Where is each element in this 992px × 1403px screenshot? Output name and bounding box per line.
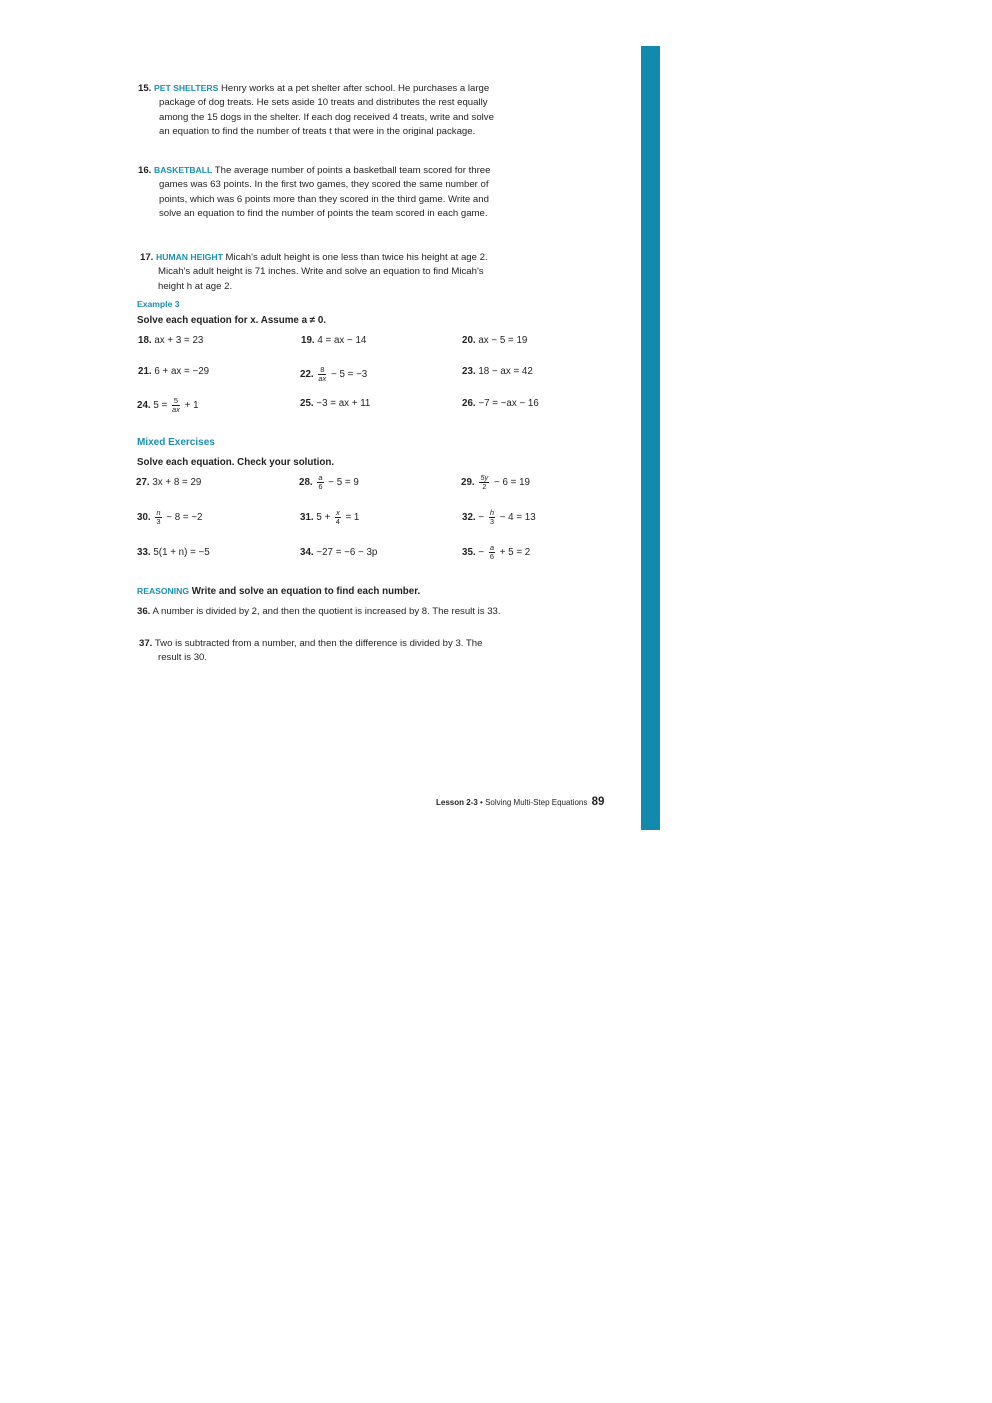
exercise-32 [462, 509, 536, 526]
problem-36 [137, 605, 501, 619]
equation: − 6 = 19 [494, 477, 530, 489]
equation: −7 = −ax − 16 [478, 398, 539, 409]
exercise-27 [136, 477, 201, 488]
exercise-20 [462, 335, 527, 346]
fraction [489, 544, 495, 561]
problem-15 [138, 81, 494, 140]
exercise-33 [137, 547, 210, 558]
problem-37 [139, 637, 482, 666]
exercise-24 [137, 397, 199, 414]
footer-bullet: • [480, 798, 483, 807]
equation: −3 = ax + 11 [316, 398, 371, 409]
problem-text: Micah's adult height is one less than twice his height at age 2. [225, 252, 488, 263]
equation: − 4 = 13 [499, 512, 536, 524]
equation: −27 = −6 − 3p [316, 547, 378, 558]
fraction-denominator: 4 [335, 517, 340, 526]
equation: + 5 = 2 [499, 547, 531, 559]
fraction [479, 474, 489, 491]
section-heading: Mixed Exercises [137, 437, 215, 448]
exercise-30 [137, 509, 203, 526]
problem-text: games was 63 points. In the first two games, they scored the same number of [159, 179, 489, 191]
exercise-number: 32. [462, 512, 476, 524]
exercise-number: 33. [137, 547, 151, 558]
equation: − 8 = −2 [166, 512, 203, 524]
exercise-number: 22. [300, 369, 314, 381]
exercise-number: 28. [299, 477, 313, 489]
exercise-number: 30. [137, 512, 151, 524]
exercise-number: 34. [300, 547, 314, 558]
problem-text: The average number of points a basketball team scored for three [214, 165, 491, 176]
exercise-28 [299, 474, 359, 491]
exercise-number: 18. [138, 335, 152, 346]
fraction [335, 509, 341, 526]
problem-text: points, which was 6 points more than they scored in the third game. Write and [159, 193, 489, 205]
problem-text: solve an equation to find the number of points the team scored in each game. [159, 208, 488, 220]
exercise-number: 24. [137, 400, 151, 412]
problem-text: A number is divided by 2, and then the quotient is increased by 8. The result is 33. [152, 606, 501, 617]
exercise-number: 26. [462, 398, 476, 409]
exercise-number: 35. [462, 547, 476, 559]
problem-17 [140, 250, 488, 294]
equation: ax + 3 = 23 [154, 335, 204, 346]
exercise-18 [138, 335, 203, 346]
problem-topic: HUMAN HEIGHT [156, 252, 223, 262]
fraction [318, 366, 326, 383]
equation: − [478, 512, 485, 524]
fraction-denominator: ax [172, 405, 180, 414]
problem-text: an equation to find the number of treats t that were in the original package. [159, 126, 476, 138]
exercise-35 [462, 544, 530, 561]
problem-text: Two is subtracted from a number, and then the difference is divided by 3. The [154, 638, 483, 649]
problem-topic: BASKETBALL [154, 165, 213, 175]
exercise-number: 29. [461, 477, 475, 489]
exercise-31 [300, 509, 359, 526]
problem-text: result is 30. [158, 652, 208, 664]
problem-text: Henry works at a pet shelter after school. He purchases a large [221, 83, 490, 94]
fraction-numerator: 5y [480, 473, 489, 482]
problem-16 [138, 163, 490, 222]
exercise-number: 31. [300, 512, 314, 524]
exercise-number: 20. [462, 335, 476, 346]
section-instruction: Solve each equation. Check your solution. [137, 457, 335, 468]
exercise-number: 23. [462, 366, 476, 377]
problem-number: 36. [137, 606, 151, 617]
fraction-denominator: 3 [156, 517, 161, 526]
reasoning-topic: REASONING [137, 586, 190, 596]
fraction-numerator: h [489, 508, 494, 517]
exercise-number: 27. [136, 477, 150, 488]
exercise-34 [300, 547, 377, 558]
exercise-number: 19. [301, 335, 315, 346]
equation: − 5 = 9 [328, 477, 359, 489]
equation: − [478, 547, 485, 559]
problem-text: Micah's adult height is 71 inches. Write and solve an equation to find Micah's [158, 266, 484, 278]
equation: 6 + ax = −29 [154, 366, 210, 377]
reasoning-text: Write and solve an equation to find each number. [191, 586, 421, 597]
fraction-denominator: ax [318, 374, 327, 383]
equation: 4 = ax − 14 [317, 335, 367, 346]
exercise-21 [138, 366, 209, 377]
equation: − 5 = −3 [331, 369, 368, 381]
exercise-19 [301, 335, 366, 346]
problem-number: 16. [138, 165, 152, 176]
footer-lesson: Lesson 2-3 [436, 798, 478, 807]
problem-number: 37. [139, 638, 153, 649]
problem-number: 15. [138, 83, 152, 94]
equation: 5(1 + n) = −5 [153, 547, 210, 558]
problem-topic: PET SHELTERS [154, 83, 219, 93]
fraction-numerator: 8 [320, 365, 325, 374]
equation: 5 = [153, 400, 168, 412]
problem-text: package of dog treats. He sets aside 10 treats and distributes the rest equally [159, 97, 488, 109]
fraction [172, 397, 180, 414]
exercise-number: 21. [138, 366, 152, 377]
equation: = 1 [345, 512, 360, 524]
problem-text: among the 15 dogs in the shelter. If each dog received 4 treats, write and solve [159, 111, 494, 123]
exercise-23 [462, 366, 533, 377]
example-instruction: Solve each equation for x. Assume a ≠ 0. [137, 315, 327, 326]
fraction-denominator: 6 [489, 552, 494, 561]
sidebar-bar [641, 46, 660, 830]
exercise-29 [461, 474, 530, 491]
exercise-number: 25. [300, 398, 314, 409]
fraction-numerator: a [318, 473, 323, 482]
fraction [155, 509, 161, 526]
page-number: 89 [591, 796, 605, 808]
equation: 5 + [316, 512, 331, 524]
page-footer [436, 796, 604, 808]
fraction-numerator: 5 [173, 396, 179, 405]
fraction-denominator: 2 [482, 482, 487, 491]
equation: 18 − ax = 42 [478, 366, 533, 377]
exercise-22 [300, 366, 367, 383]
problem-text: height h at age 2. [158, 280, 233, 292]
fraction-denominator: 6 [318, 482, 323, 491]
reasoning-instruction [137, 586, 420, 597]
equation: + 1 [184, 400, 199, 412]
exercise-26 [462, 398, 539, 409]
footer-title: Solving Multi-Step Equations [485, 798, 588, 807]
fraction-numerator: n [156, 508, 161, 517]
fraction-numerator: a [489, 543, 494, 552]
equation: 3x + 8 = 29 [152, 477, 202, 488]
fraction-denominator: 3 [489, 517, 494, 526]
exercise-25 [300, 398, 370, 409]
problem-number: 17. [140, 252, 154, 263]
fraction-numerator: x [336, 508, 340, 517]
example-label: Example 3 [137, 299, 180, 309]
equation: ax − 5 = 19 [478, 335, 528, 346]
fraction [489, 509, 495, 526]
fraction [317, 474, 323, 491]
